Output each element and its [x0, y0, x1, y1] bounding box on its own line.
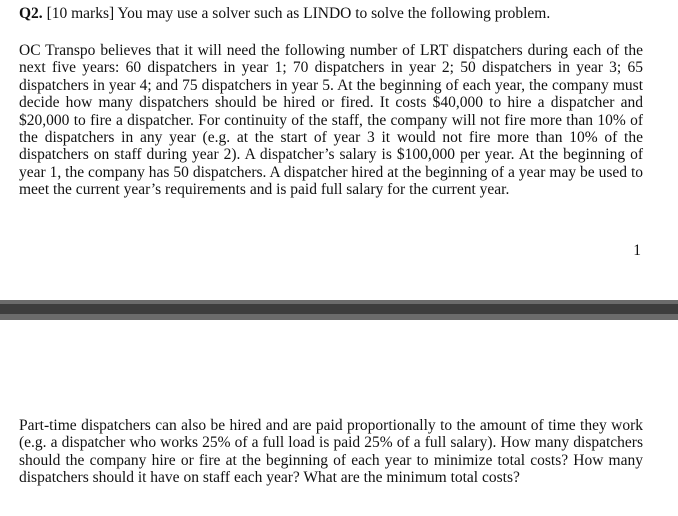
- question-number: Q2.: [19, 5, 43, 22]
- part-time-paragraph: Part-time dispatchers can also be hired and are paid proportionally to the amount of time they work (e.g. a dispatcher who works 25% of a full load is paid 25% of a full salary). How many dispatchers should the company hire or fire at the beginning of each year to minimize total costs? How many dispatchers should it have on staff each year? What are the minimum total costs?: [19, 417, 643, 487]
- page-break-band: [0, 304, 678, 314]
- page-number: 1: [633, 242, 641, 259]
- page-break-divider: [0, 300, 678, 320]
- problem-paragraph: OC Transpo believes that it will need the following number of LRT dispatchers during each of the next five years: 60 dispatchers in year 1; 70 dispatchers in year 2; 50 dispatchers in year 3; 65 dispatchers in year 4; and 75 dispatchers in year 5. At the beginning of each year, the company must decide how many dispatchers should be hired or fired. It costs $40,000 to hire a dispatcher and $20,000 to fire a dispatcher. For continuity of the staff, the company will not fire more than 10% of the dispatchers in any year (e.g. at the start of year 3 it would not fire more than 10% of the dispatchers on staff during year 2). A dispatcher’s salary is $100,000 per year. At the beginning of year 1, the company has 50 dispatchers. A dispatcher hired at the beginning of a year may be used to meet the current year’s requirements and is paid full salary for the current year.: [19, 42, 643, 199]
- question-instructions: [10 marks] You may use a solver such as LINDO to solve the following problem.: [46, 5, 551, 22]
- question-header: [19, 5, 550, 23]
